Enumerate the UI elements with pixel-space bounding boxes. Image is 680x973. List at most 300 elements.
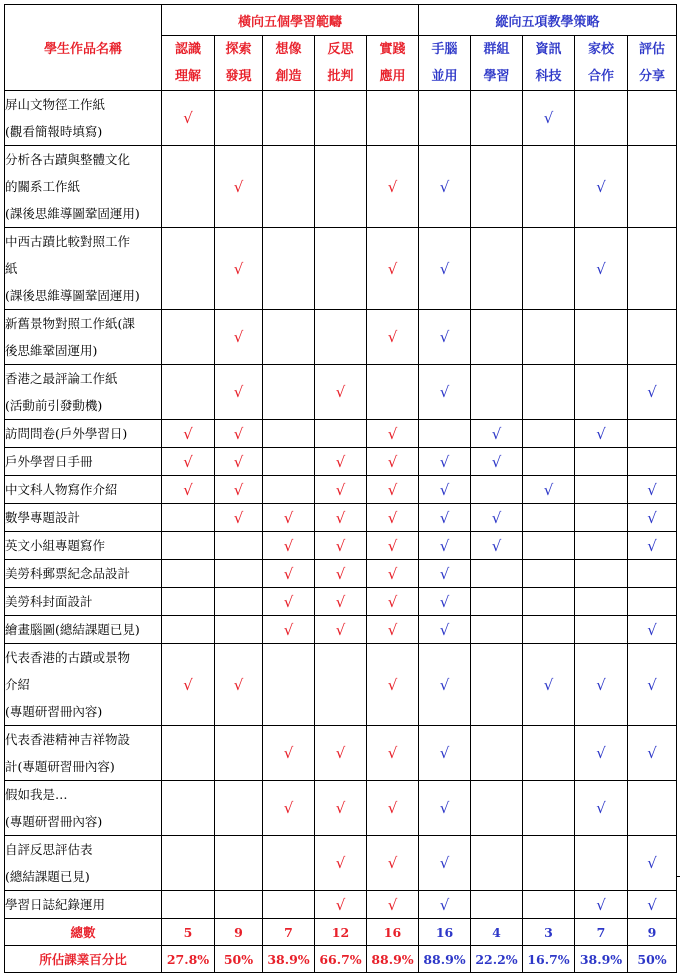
checkmark-icon: √: [387, 620, 398, 639]
checkmark-icon: √: [335, 452, 346, 471]
percent-row-value: 66.7%: [315, 946, 367, 973]
check-cell: [471, 588, 523, 616]
check-cell: [215, 644, 263, 726]
work-name-line: 美勞科郵票紀念品設計: [5, 566, 131, 581]
check-cell: [523, 146, 575, 228]
check-cell: [367, 504, 419, 532]
percent-row-value: 16.7%: [523, 946, 575, 973]
checkmark-icon: √: [596, 424, 606, 443]
check-cell: [162, 616, 215, 644]
check-cell: [575, 726, 628, 781]
check-cell: [263, 420, 315, 448]
check-cell: [419, 91, 471, 146]
check-cell: [315, 146, 367, 228]
checkmark-icon: √: [647, 744, 657, 762]
check-cell: [263, 532, 315, 560]
check-cell: [575, 616, 628, 644]
checkmark-icon: √: [335, 383, 346, 401]
checkmark-icon: √: [183, 424, 193, 443]
table-row: [5, 560, 677, 588]
total-row-value: 7: [575, 919, 628, 946]
column-header-line1: 探索: [225, 42, 252, 57]
check-cell: [628, 365, 677, 420]
check-cell: [471, 146, 523, 228]
column-header-line2: 並用: [431, 69, 458, 84]
check-cell: [523, 365, 575, 420]
work-name-cell: [5, 228, 162, 310]
check-cell: [523, 891, 575, 919]
column-header-line1: 群組: [483, 42, 510, 57]
check-cell: [523, 644, 575, 726]
check-cell: [263, 781, 315, 836]
check-cell: [215, 365, 263, 420]
check-cell: [315, 532, 367, 560]
check-cell: [263, 365, 315, 420]
check-cell: [215, 726, 263, 781]
check-cell: [162, 726, 215, 781]
check-cell: [315, 891, 367, 919]
check-cell: [575, 448, 628, 476]
work-name-cell: [5, 448, 162, 476]
work-name-cell: [5, 532, 162, 560]
column-header-line2: 創造: [275, 69, 302, 84]
column-header-line2: 應用: [379, 69, 406, 84]
checkmark-icon: √: [387, 799, 398, 817]
work-name-cell: [5, 504, 162, 532]
check-cell: [162, 365, 215, 420]
check-cell: [263, 644, 315, 726]
checkmark-icon: √: [335, 592, 346, 611]
total-row-value: 3: [523, 919, 575, 946]
checkmark-icon: √: [233, 675, 244, 694]
check-cell: [367, 616, 419, 644]
work-name-line: (總結課題已見): [5, 869, 90, 884]
table-row: [5, 91, 677, 146]
checkmark-icon: √: [439, 854, 450, 872]
checkmark-icon: √: [439, 744, 450, 762]
check-cell: [575, 504, 628, 532]
check-cell: [162, 420, 215, 448]
check-cell: [628, 228, 677, 310]
check-cell: [523, 616, 575, 644]
check-cell: [628, 91, 677, 146]
column-header-7: [523, 36, 575, 91]
check-cell: [162, 228, 215, 310]
check-cell: [263, 476, 315, 504]
checkmark-icon: √: [283, 508, 294, 527]
table-row: [5, 448, 677, 476]
check-cell: [162, 476, 215, 504]
column-header-line2: 批判: [327, 69, 354, 84]
checkmark-icon: √: [233, 508, 244, 527]
checkmark-icon: √: [387, 480, 398, 499]
check-cell: [471, 228, 523, 310]
column-header-9: [628, 36, 677, 91]
check-cell: [315, 644, 367, 726]
check-cell: [471, 836, 523, 891]
check-cell: [471, 532, 523, 560]
work-name-cell: [5, 836, 162, 891]
checkmark-icon: √: [439, 799, 450, 817]
total-row-value: 4: [471, 919, 523, 946]
check-cell: [471, 448, 523, 476]
column-header-8: [575, 36, 628, 91]
checkmark-icon: √: [491, 452, 502, 471]
check-cell: [367, 91, 419, 146]
check-cell: [575, 588, 628, 616]
table-row: [5, 310, 677, 365]
checkmark-icon: √: [233, 424, 244, 443]
check-cell: [628, 891, 677, 919]
column-header-line1: 實踐: [379, 42, 406, 57]
check-cell: [575, 781, 628, 836]
teaching-strategies-header: 縱向五項教學策略: [419, 5, 677, 36]
checkmark-icon: √: [439, 452, 450, 471]
check-cell: [628, 836, 677, 891]
checkmark-icon: √: [283, 592, 294, 611]
check-cell: [419, 532, 471, 560]
checkmark-icon: √: [543, 675, 554, 694]
checkmark-icon: √: [387, 177, 398, 196]
check-cell: [367, 891, 419, 919]
checkmark-icon: √: [335, 564, 346, 583]
table-row: [5, 781, 677, 836]
check-cell: [419, 836, 471, 891]
check-cell: [263, 726, 315, 781]
work-name-cell: [5, 616, 162, 644]
table-row: [5, 836, 677, 891]
work-name-cell: [5, 310, 162, 365]
checkmark-icon: √: [283, 744, 294, 762]
check-cell: [162, 560, 215, 588]
checkmark-icon: √: [183, 675, 193, 694]
check-cell: [419, 504, 471, 532]
work-name-line: (課後思維導圖鞏固運用): [5, 288, 140, 303]
checkmark-icon: √: [387, 452, 398, 471]
check-cell: [575, 91, 628, 146]
table-row: [5, 588, 677, 616]
checkmark-icon: √: [233, 452, 244, 471]
checkmark-icon: √: [233, 259, 244, 278]
total-row: [5, 919, 677, 946]
checkmark-icon: √: [543, 480, 554, 499]
check-cell: [215, 476, 263, 504]
check-cell: [523, 228, 575, 310]
column-header-6: [471, 36, 523, 91]
check-cell: [367, 726, 419, 781]
work-name-cell: [5, 781, 162, 836]
checkmark-icon: √: [335, 744, 346, 762]
column-header-line1: 認識: [174, 42, 201, 57]
checkmark-icon: √: [543, 109, 554, 127]
checkmark-icon: √: [647, 620, 657, 639]
check-cell: [575, 836, 628, 891]
check-cell: [575, 891, 628, 919]
work-name-line: 數學專題設計: [5, 510, 81, 525]
total-row-value: 16: [367, 919, 419, 946]
total-row-value: 9: [215, 919, 263, 946]
check-cell: [523, 504, 575, 532]
check-cell: [419, 644, 471, 726]
checkmark-icon: √: [439, 564, 450, 583]
check-cell: [215, 588, 263, 616]
check-cell: [471, 504, 523, 532]
check-cell: [523, 532, 575, 560]
checkmark-icon: √: [647, 895, 657, 914]
check-cell: [628, 420, 677, 448]
percent-row-value: 50%: [215, 946, 263, 973]
work-name-cell: [5, 644, 162, 726]
work-name-line: 中西古蹟比較對照工作: [5, 234, 131, 249]
check-cell: [367, 532, 419, 560]
work-name-line: 中文科人物寫作介紹: [5, 482, 118, 497]
check-cell: [419, 781, 471, 836]
check-cell: [628, 532, 677, 560]
check-cell: [162, 532, 215, 560]
column-header-3: [315, 36, 367, 91]
checkmark-icon: √: [387, 259, 398, 278]
checkmark-icon: √: [387, 328, 398, 346]
checkmark-icon: √: [233, 328, 244, 346]
work-name-cell: [5, 891, 162, 919]
check-cell: [575, 228, 628, 310]
check-cell: [419, 726, 471, 781]
work-name-line: (專題研習冊內容): [5, 814, 103, 829]
check-cell: [471, 891, 523, 919]
checkmark-icon: √: [647, 854, 657, 872]
work-name-line: 假如我是…: [5, 787, 68, 802]
checkmark-icon: √: [387, 424, 398, 443]
checkmark-icon: √: [439, 328, 450, 346]
checkmark-icon: √: [183, 480, 193, 499]
work-name-line: 後思維鞏固運用): [5, 343, 98, 358]
work-name-line: 英文小組專題寫作: [5, 538, 106, 553]
checkmark-icon: √: [183, 109, 193, 127]
work-name-line: (活動前引發動機): [5, 398, 103, 413]
table-row: [5, 476, 677, 504]
total-row-label: 總數: [5, 919, 162, 946]
check-cell: [419, 560, 471, 588]
check-cell: [215, 891, 263, 919]
work-name-cell: [5, 726, 162, 781]
check-cell: [628, 448, 677, 476]
work-name-line: 訪問問卷(戶外學習日): [5, 426, 128, 441]
check-cell: [315, 836, 367, 891]
check-cell: [162, 310, 215, 365]
column-header-0: [162, 36, 215, 91]
checkmark-icon: √: [647, 508, 657, 527]
check-cell: [367, 644, 419, 726]
work-name-line: 代表香港精神吉祥物設: [5, 732, 131, 747]
check-cell: [419, 146, 471, 228]
check-cell: [471, 91, 523, 146]
checkmark-icon: √: [439, 383, 450, 401]
checkmark-icon: √: [283, 799, 294, 817]
column-header-line1: 家校: [588, 42, 615, 57]
checkmark-icon: √: [387, 564, 398, 583]
column-header-line2: 學習: [483, 69, 510, 84]
check-cell: [162, 146, 215, 228]
checkmark-icon: √: [387, 508, 398, 527]
check-cell: [471, 644, 523, 726]
work-name-line: 的關系工作紙: [5, 179, 81, 194]
checkmark-icon: √: [491, 424, 502, 443]
check-cell: [523, 726, 575, 781]
percent-row-value: 88.9%: [419, 946, 471, 973]
checkmark-icon: √: [335, 854, 346, 872]
strategy-table: [4, 4, 677, 973]
check-cell: [215, 504, 263, 532]
check-cell: [315, 781, 367, 836]
column-header-line1: 手腦: [431, 42, 458, 57]
group-header-row: [5, 5, 677, 36]
work-name-line: (專題研習冊內容): [5, 704, 103, 719]
check-cell: [367, 781, 419, 836]
column-header-line2: 分享: [639, 69, 666, 84]
column-header-4: [367, 36, 419, 91]
check-cell: [367, 448, 419, 476]
percent-row-value: 38.9%: [575, 946, 628, 973]
table-row: [5, 644, 677, 726]
column-header-1: [215, 36, 263, 91]
check-cell: [263, 836, 315, 891]
checkmark-icon: √: [439, 259, 450, 278]
work-name-line: (觀看簡報時填寫): [5, 124, 103, 139]
column-header-line2: 理解: [174, 69, 201, 84]
check-cell: [628, 146, 677, 228]
check-cell: [162, 781, 215, 836]
check-cell: [575, 310, 628, 365]
check-cell: [523, 781, 575, 836]
checkmark-icon: √: [439, 508, 450, 527]
table-row: [5, 726, 677, 781]
column-header-line1: 反思: [327, 42, 354, 57]
check-cell: [523, 836, 575, 891]
check-cell: [523, 448, 575, 476]
percent-row-value: 22.2%: [471, 946, 523, 973]
check-cell: [419, 365, 471, 420]
check-cell: [263, 616, 315, 644]
checkmark-icon: √: [335, 508, 346, 527]
percent-row-value: 38.9%: [263, 946, 315, 973]
checkmark-icon: √: [335, 620, 346, 639]
check-cell: [315, 726, 367, 781]
check-cell: [575, 365, 628, 420]
checkmark-icon: √: [387, 675, 398, 694]
column-header-2: [263, 36, 315, 91]
check-cell: [215, 146, 263, 228]
checkmark-icon: √: [439, 536, 450, 555]
check-cell: [575, 146, 628, 228]
table-row: [5, 891, 677, 919]
checkmark-icon: √: [233, 177, 244, 196]
check-cell: [575, 532, 628, 560]
checkmark-icon: √: [387, 536, 398, 555]
check-cell: [523, 91, 575, 146]
checkmark-icon: √: [596, 259, 606, 278]
work-name-line: 新舊景物對照工作紙(課: [5, 316, 135, 331]
checkmark-icon: √: [491, 508, 502, 527]
work-name-line: 學習日誌紀錄運用: [5, 897, 106, 912]
work-name-line: 代表香港的古蹟或景物: [5, 650, 131, 665]
checkmark-icon: √: [283, 564, 294, 583]
column-header-5: [419, 36, 471, 91]
student-work-name-header: 學生作品名稱: [5, 5, 162, 91]
check-cell: [523, 476, 575, 504]
table-row: [5, 420, 677, 448]
total-row-value: 12: [315, 919, 367, 946]
check-cell: [471, 476, 523, 504]
work-name-cell: [5, 91, 162, 146]
check-cell: [471, 365, 523, 420]
checkmark-icon: √: [491, 536, 502, 555]
check-cell: [315, 365, 367, 420]
check-cell: [215, 616, 263, 644]
check-cell: [315, 588, 367, 616]
check-cell: [471, 420, 523, 448]
check-cell: [315, 560, 367, 588]
table-row: [5, 616, 677, 644]
work-name-line: 屏山文物徑工作紙: [5, 97, 106, 112]
checkmark-icon: √: [439, 675, 450, 694]
check-cell: [263, 146, 315, 228]
check-cell: [419, 588, 471, 616]
check-cell: [471, 560, 523, 588]
check-cell: [367, 588, 419, 616]
table-row: [5, 532, 677, 560]
checkmark-icon: √: [439, 895, 450, 914]
check-cell: [367, 420, 419, 448]
checkmark-icon: √: [596, 895, 606, 914]
column-header-line2: 科技: [535, 69, 562, 84]
checkmark-icon: √: [233, 480, 244, 499]
work-name-cell: [5, 420, 162, 448]
table-row: [5, 504, 677, 532]
check-cell: [367, 146, 419, 228]
learning-domains-header: 橫向五個學習範疇: [162, 5, 419, 36]
percent-row-value: 27.8%: [162, 946, 215, 973]
checkmark-icon: √: [233, 383, 244, 401]
table-row: [5, 228, 677, 310]
checkmark-icon: √: [596, 177, 606, 196]
checkmark-icon: √: [183, 452, 193, 471]
work-name-line: (課後思維導圖鞏固運用): [5, 206, 140, 221]
check-cell: [162, 588, 215, 616]
table-row: [5, 365, 677, 420]
checkmark-icon: √: [335, 895, 346, 914]
check-cell: [367, 228, 419, 310]
check-cell: [315, 228, 367, 310]
check-cell: [367, 836, 419, 891]
checkmark-icon: √: [335, 536, 346, 555]
checkmark-icon: √: [596, 675, 606, 694]
check-cell: [471, 726, 523, 781]
check-cell: [315, 616, 367, 644]
checkmark-icon: √: [387, 744, 398, 762]
column-header-line1: 想像: [275, 42, 302, 57]
check-cell: [215, 560, 263, 588]
check-cell: [263, 228, 315, 310]
check-cell: [162, 448, 215, 476]
check-cell: [575, 420, 628, 448]
percent-row: [5, 946, 677, 973]
check-cell: [628, 644, 677, 726]
check-cell: [628, 504, 677, 532]
work-name-line: 繪畫腦圖(總結課題已見): [5, 622, 140, 637]
check-cell: [628, 616, 677, 644]
work-name-cell: [5, 588, 162, 616]
check-cell: [162, 891, 215, 919]
